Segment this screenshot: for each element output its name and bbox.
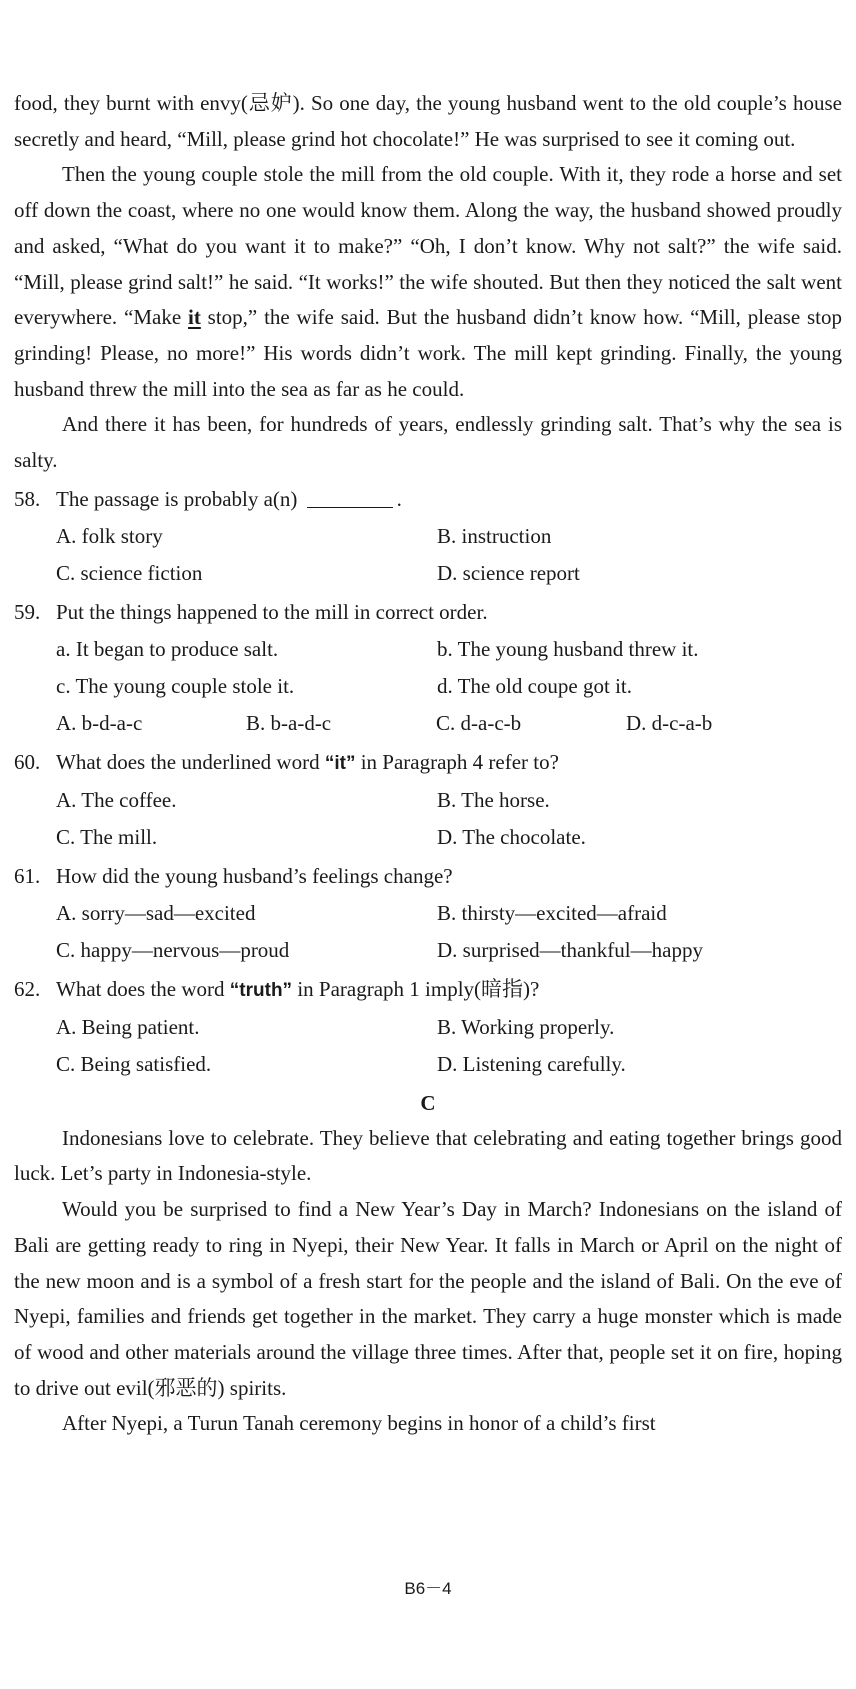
option: A. Being patient. [56, 1014, 200, 1039]
page-number: B6－4 [404, 1579, 452, 1598]
option: C. The mill. [56, 824, 158, 849]
option: D. The chocolate. [437, 824, 586, 849]
answer-blank [307, 489, 393, 508]
option: A. sorry—sad—excited [56, 900, 256, 925]
option: D. science report [437, 560, 580, 585]
passage-c-paragraph: Indonesians love to celebrate. They believe that celebrating and eating together brings good luck. Let’s party in Indonesia-style. [14, 1125, 842, 1186]
option: A. b-d-a-c [56, 710, 143, 735]
option: B. b-a-d-c [246, 710, 332, 735]
passage-b-paragraph: And there it has been, for hundreds of years, endlessly grinding salt. That’s why the sea is salty. [14, 412, 842, 473]
option: D. Listening carefully. [437, 1051, 626, 1076]
option: A. folk story [56, 523, 163, 548]
option: B. Working properly. [437, 1014, 615, 1039]
passage-b-paragraph: Then the young couple stole the mill from the old couple. With it, they rode a horse and set off down the coast, where no one would know them. Along the way, the husband showed proudly and asked, “What do you want it to make?” “Oh, I don’t know. Why not salt?” the wife said. “Mill, please grind salt!” he said. “It works!” the wife shouted. But then they noticed the salt went everywhere. “Make it stop,” the wife said. But the husband didn’t know how. “Mill, please stop grinding! Please, no more!” His words didn’t work. The mill kept grinding. Finally, the young husband threw the mill into the sea as far as he could. [14, 162, 842, 401]
question-60: 60. What does the underlined word “it” in Paragraph 4 refer to? A. The coffee. B. The horse. C. The mill. D. The chocolate. [14, 744, 842, 856]
section-heading: C [420, 1090, 436, 1115]
question-62: 62. What does the word “truth” in Paragraph 1 imply(暗指)? A. Being patient. B. Working properly. C. Being satisfied. D. Listening carefully. [14, 971, 842, 1083]
option: D. d-c-a-b [626, 710, 713, 735]
order-item: a. It began to produce salt. [56, 636, 279, 661]
option: D. surprised—thankful—happy [437, 937, 703, 962]
order-item: c. The young couple stole it. [56, 673, 295, 698]
question-58: 58. The passage is probably a(n) . A. folk story B. instruction C. science fiction D. science report [14, 481, 842, 592]
passage-b-paragraph: food, they burnt with envy(忌妒). So one day, the young husband went to the old couple’s house secretly and heard, “Mill, please grind hot chocolate!” He was surprised to see it coming out. [14, 91, 842, 151]
option: C. Being satisfied. [56, 1051, 212, 1076]
order-item: b. The young husband threw it. [437, 636, 699, 661]
option: B. instruction [437, 523, 552, 548]
underlined-word-it: it [188, 305, 201, 330]
passage-c-paragraph: Would you be surprised to find a New Year’s Day in March? Indonesians on the island of Bali are getting ready to ring in Nyepi, their New Year. It falls in March or April on the night of the new moon and is a symbol of a fresh start for the people and the island of Bali. On the eve of Nyepi, families and friends get together in the market. They carry a huge monster which is made of wood and other materials around the village three times. After that, people set it on fire, hoping to drive out evil(邪恶的) spirits. [14, 1197, 842, 1400]
option: A. The coffee. [56, 787, 177, 812]
option: B. The horse. [437, 787, 550, 812]
option: B. thirsty—excited—afraid [437, 900, 667, 925]
option: C. happy—nervous—proud [56, 937, 290, 962]
option: C. science fiction [56, 560, 203, 585]
order-item: d. The old coupe got it. [437, 673, 632, 698]
question-59: 59. Put the things happened to the mill in correct order. a. It began to produce salt. b. The young husband threw it. c. The young couple stole it. d. The old coupe got it. A. b-d-a-c B. b-a-d-c C. d-a-c-b D. d-c-a-b [14, 594, 842, 742]
option: C. d-a-c-b [436, 710, 522, 735]
passage-c-paragraph: After Nyepi, a Turun Tanah ceremony begins in honor of a child’s first [62, 1411, 656, 1436]
question-61: 61. How did the young husband’s feelings change? A. sorry—sad—excited B. thirsty—excited—afraid C. happy—nervous—proud D. surprised—thankful—happy [14, 858, 842, 969]
